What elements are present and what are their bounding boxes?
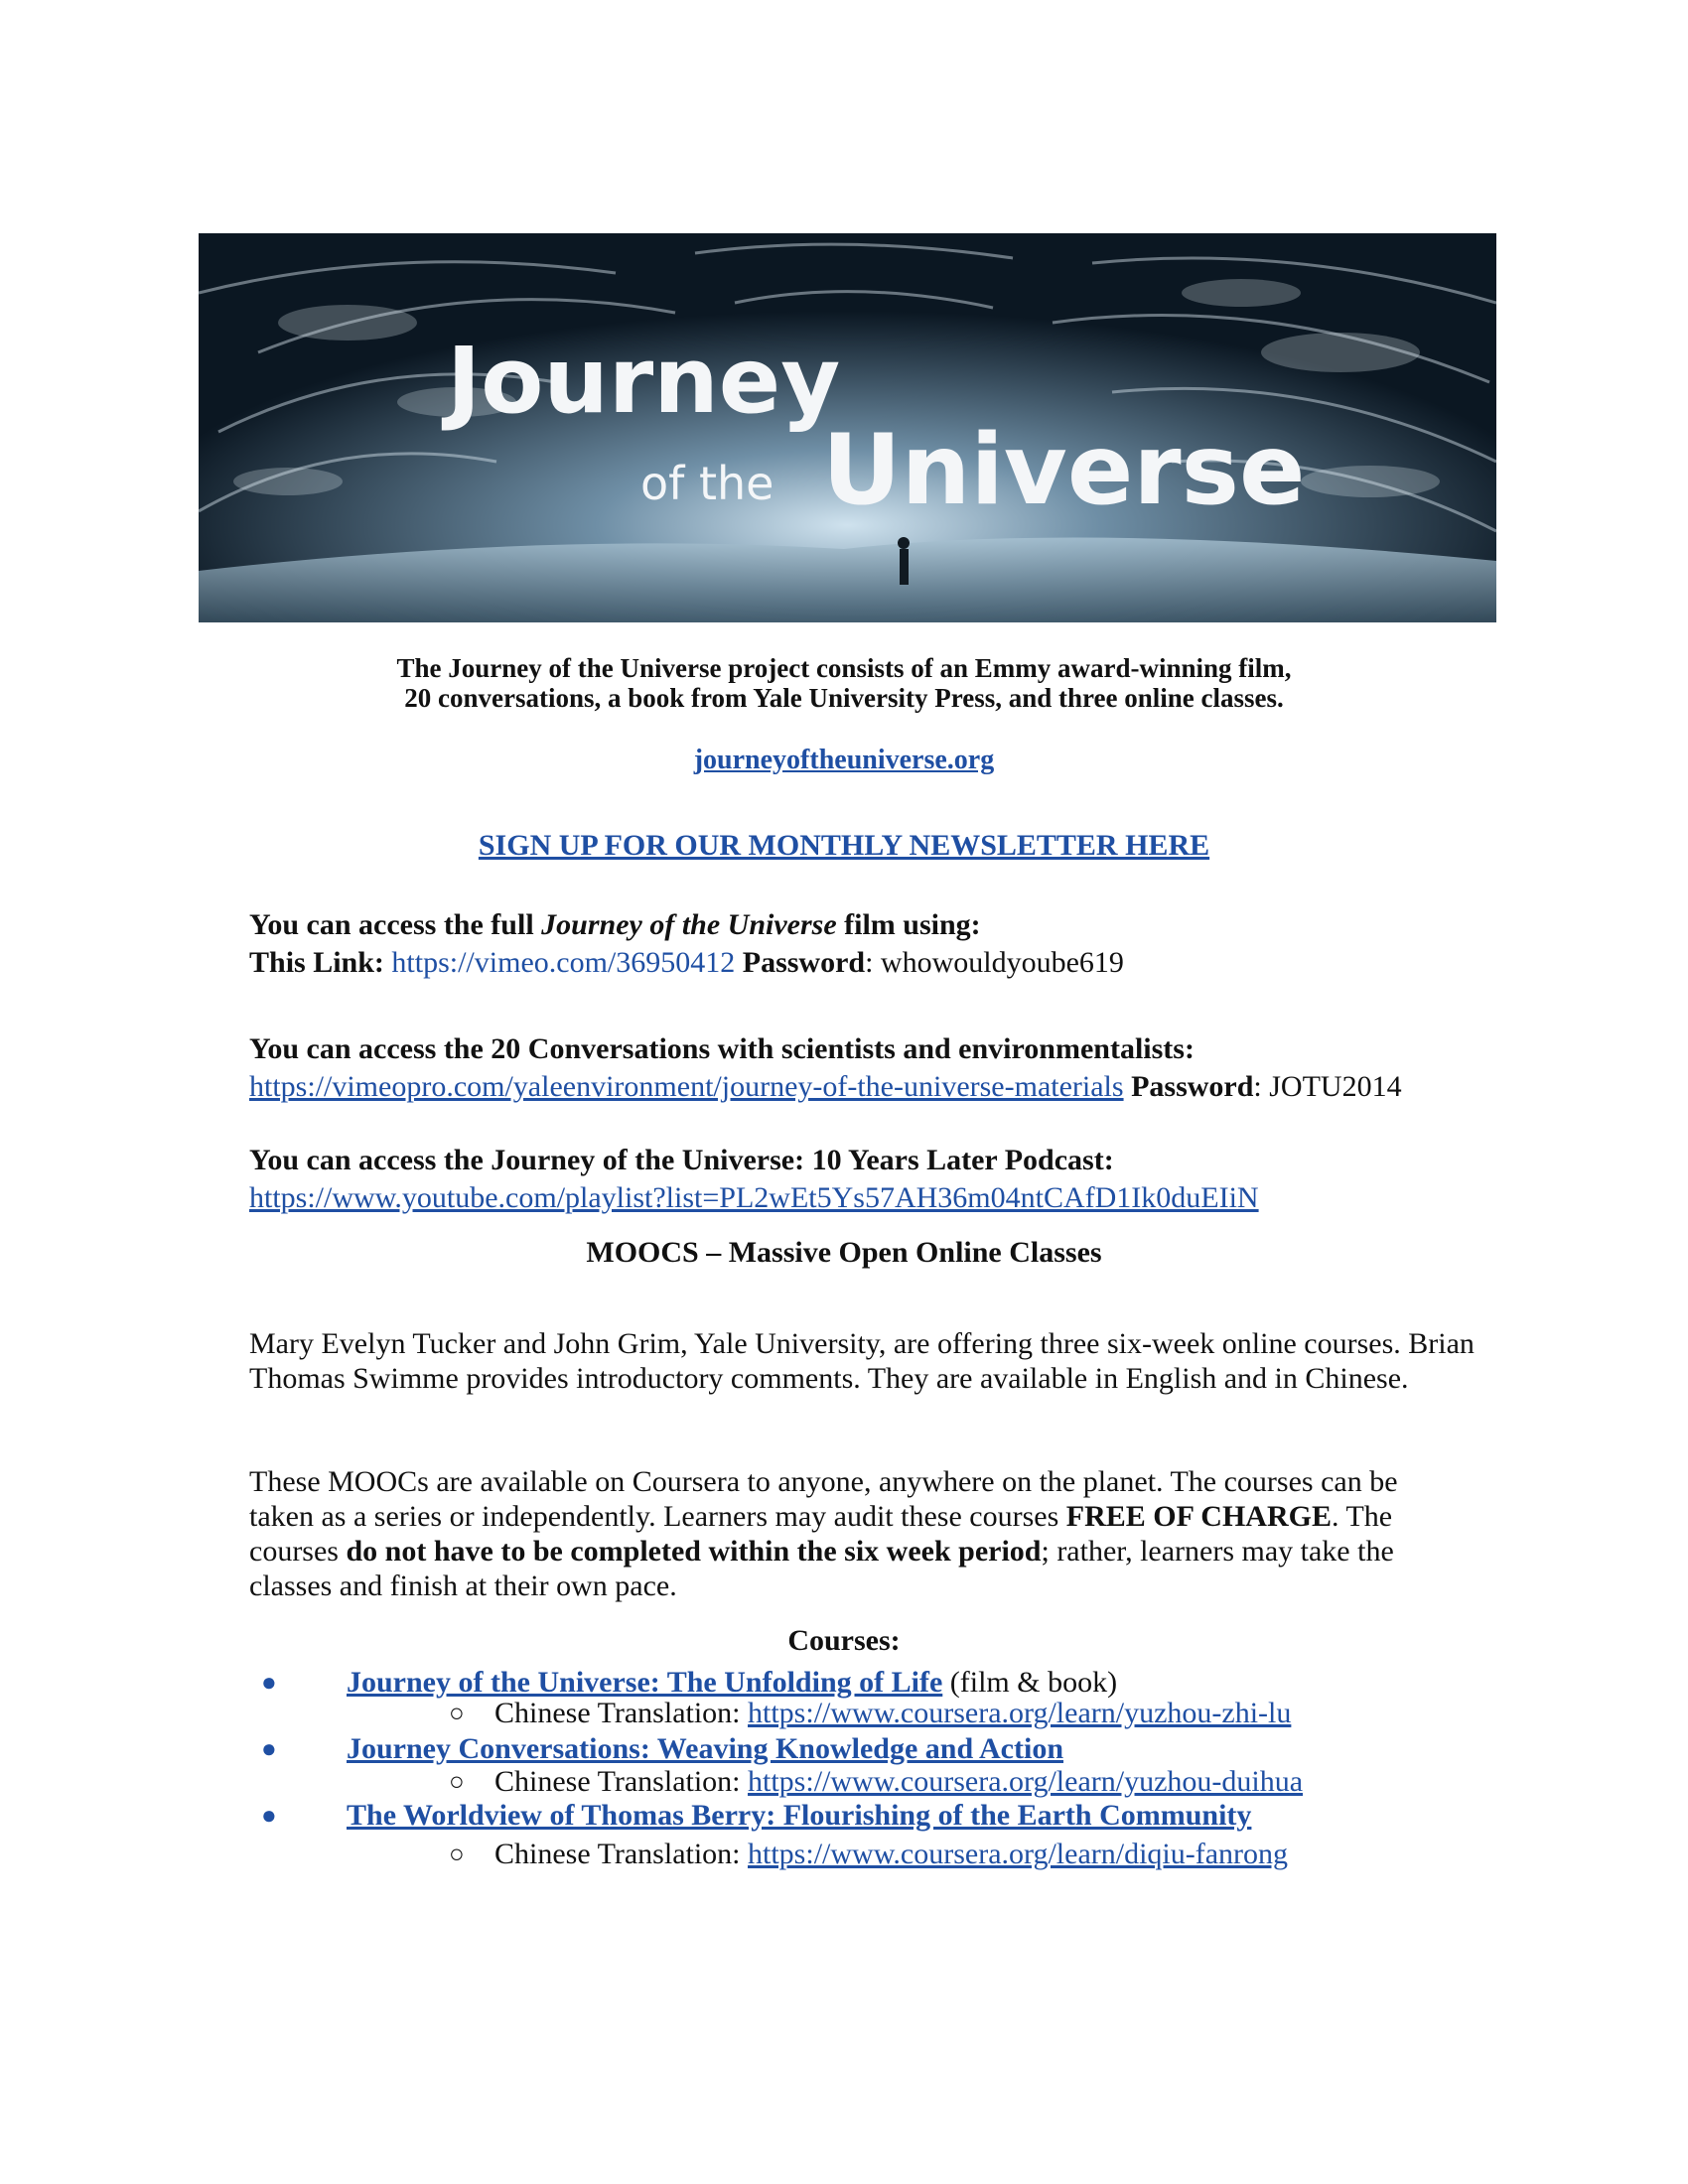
conversations-heading: You can access the 20 Conversations with scientists and environmentalists: [249,1032,1195,1065]
conversations-link[interactable]: https://vimeopro.com/yaleenvironment/journey-of-the-universe-materials [249,1070,1124,1103]
courses-heading: Courses: [787,1624,901,1657]
circle-bullet-icon: ○ [449,1767,465,1796]
intro-line-1: The Journey of the Universe project consists of an Emmy award-winning film, [396,653,1292,683]
film-link-row [249,944,1540,982]
translation-label: Chinese Translation: [494,1697,749,1729]
bullet-icon: ● [261,1734,277,1763]
moocs-paragraph-2: These MOOCs are available on Coursera to anyone, anywhere on the planet. The courses can be taken as a series or independently. Learners may audit these courses FREE OF CHARGE. The courses do not have to be completed within the six week period; rather, learners may take the classes and finish at their own pace. [249,1465,1398,1602]
film-link[interactable]: https://vimeo.com/36950412 [391,946,736,979]
podcast-link[interactable]: https://www.youtube.com/playlist?list=PL2wEt5Ys57AH36m04ntCAfD1Ik0duEIiN [249,1181,1259,1214]
translation-link[interactable]: https://www.coursera.org/learn/diqiu-fanrong [748,1838,1289,1870]
course-title-link[interactable]: Journey of the Universe: The Unfolding of Life [347,1666,943,1699]
moocs-paragraph-1: Mary Evelyn Tucker and John Grim, Yale University, are offering three six-week online courses. Brian Thomas Swimme provides introductory comments. They are available in English and in Chinese. [249,1327,1475,1395]
ice-cave-illustration [199,233,1496,622]
bullet-icon: ● [261,1668,277,1697]
film-section [249,906,1540,982]
intro-line-2: 20 conversations, a book from Yale University Press, and three online classes. [404,683,1284,713]
bullet-icon: ● [261,1801,277,1830]
translation-link[interactable]: https://www.coursera.org/learn/yuzhou-duihua [748,1765,1304,1798]
course-note: (film & book) [942,1666,1118,1699]
moocs-heading: MOOCS – Massive Open Online Classes [586,1236,1102,1269]
banner-image [199,233,1496,622]
translation-link[interactable]: https://www.coursera.org/learn/yuzhou-zhi-lu [748,1697,1292,1729]
translation-label: Chinese Translation: [494,1765,749,1798]
site-link[interactable]: journeyoftheuniverse.org [693,745,995,775]
film-title: Journey of the Universe [541,908,837,941]
circle-bullet-icon: ○ [449,1840,465,1868]
conversations-password-label: Password [1131,1070,1254,1103]
podcast-link-row [249,1179,1540,1217]
intro-text [238,653,1450,713]
banner-title-of-the: of the [640,457,774,510]
conversations-section [249,1030,1540,1106]
course-title-link[interactable]: Journey Conversations: Weaving Knowledge and Action [347,1732,1064,1765]
conversations-password: : JOTU2014 [1253,1070,1402,1103]
banner-title-journey: Journey [447,328,841,434]
site-link-row [0,745,1688,776]
course-title-link[interactable]: The Worldview of Thomas Berry: Flourishing of the Earth Community [347,1799,1252,1832]
conversations-link-row [249,1068,1540,1106]
newsletter-row [0,829,1688,863]
podcast-heading: You can access the Journey of the Universe: 10 Years Later Podcast: [249,1144,1114,1176]
person-silhouette [900,549,909,585]
translation-label: Chinese Translation: [494,1838,749,1870]
film-password-label: Password [742,946,866,979]
newsletter-signup-link[interactable]: SIGN UP FOR OUR MONTHLY NEWSLETTER HERE [478,829,1210,862]
film-link-label: This Link: [249,946,384,979]
banner-title-universe: Universe [822,414,1306,527]
podcast-section [249,1142,1540,1217]
film-heading: You can access the full Journey of the Universe film using: [249,908,981,941]
film-password: : whowouldyoube619 [865,946,1124,979]
circle-bullet-icon: ○ [449,1699,465,1727]
